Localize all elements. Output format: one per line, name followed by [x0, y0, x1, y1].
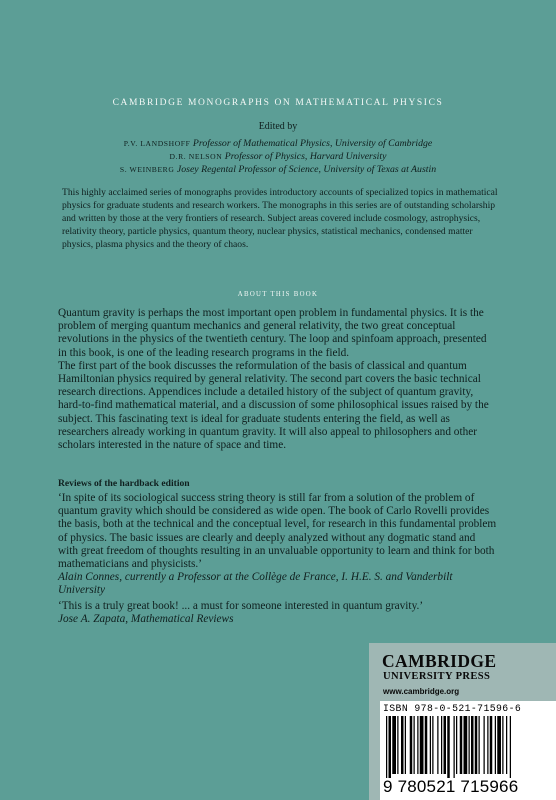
barcode-bar — [495, 716, 496, 774]
barcode-bar — [502, 716, 503, 774]
review-attribution: Jose A. Zapata, Mathematical Reviews — [58, 613, 234, 626]
barcode-bar — [475, 716, 478, 774]
editors-list — [0, 137, 556, 176]
barcode-bar — [460, 716, 463, 774]
barcode-bar — [497, 716, 501, 774]
barcode-bar — [425, 716, 428, 774]
editor-weinberg — [0, 163, 556, 176]
barcode — [380, 701, 556, 800]
barcode-bar — [510, 716, 511, 778]
barcode-bar — [386, 716, 387, 778]
about-paragraph: The first part of the book discusses the reformulation of the basis of classical and quantum Hamiltonian physics required by general relativity. The second part covers the basic technical research directions. Appendices include a detailed history of the subject of quantum gravity, hard-to-find mathematical material, and a discussion of some philosophical issues raised by the subject. This fascinating text is ideal for graduate students entering the field, as well as researchers already working in quantum gravity. It will also appeal to philosophers and other scholars interested in the nature of space and time. — [58, 359, 489, 452]
barcode-bar — [469, 716, 470, 774]
about-paragraph: Quantum gravity is perhaps the most important open problem in fundamental physics. It is the problem of merging quantum mechanics and general relativity, the two great conceptual revolutions in the physics of the twentieth century. The loop and spinfoam approach, presented in this book, is one of the leading research programs in the field. — [58, 307, 487, 359]
barcode-bar — [479, 716, 480, 774]
barcode-bar — [420, 716, 424, 774]
barcode-bar — [441, 716, 442, 774]
barcode-bars — [384, 716, 552, 778]
barcode-bar — [414, 716, 415, 774]
editor-name: P.V. LANDSHOFF — [123, 139, 191, 148]
barcode-bar — [506, 716, 507, 774]
barcode-bar — [401, 716, 404, 774]
edited-by-label: Edited by — [258, 121, 298, 132]
editor-role: Professor of Mathematical Physics, University of Cambridge — [192, 138, 433, 149]
editor-name: S. WEINBERG — [119, 165, 175, 174]
review-quote: ‘In spite of its sociological success string theory is still far from a solution of the problem of quantum gravity which should be considered as wide open. The book of Carlo Rovelli provides the basis, both at the technical and the conceptual level, for research in this fundamental problem of physics. The basic issues are clearly and deeply analyzed without any dogmatic stand and with great freedom of thoughts resulting in an unvaluable opportunity to learn and think for both mathematicians and physicists.’ — [58, 492, 497, 571]
barcode-bar — [484, 716, 485, 774]
publisher-name: CAMBRIDGE — [382, 651, 497, 671]
barcode-bar — [397, 716, 398, 774]
barcode-bar — [432, 716, 433, 774]
editor-nelson — [0, 150, 556, 163]
reviews-heading: Reviews of the hardback edition — [58, 478, 190, 489]
barcode-bar — [490, 716, 493, 774]
barcode-bar — [392, 716, 396, 774]
series-title: CAMBRIDGE MONOGRAPHS ON MATHEMATICAL PHYSICS — [112, 98, 444, 108]
about-text — [58, 307, 498, 452]
publisher-url: www.cambridge.org — [383, 687, 460, 696]
editor-landshoff — [0, 137, 556, 150]
barcode-bar — [487, 716, 488, 774]
barcode-bar — [444, 716, 447, 774]
barcode-bar — [464, 716, 468, 774]
review-connes — [58, 492, 498, 598]
about-heading: ABOUT THIS BOOK — [237, 291, 319, 298]
barcode-bar — [389, 716, 392, 778]
barcode-bar — [437, 716, 438, 774]
publisher-press: UNIVERSITY PRESS — [383, 671, 491, 682]
editor-name: D.R. NELSON — [169, 152, 223, 161]
review-zapata — [58, 600, 498, 626]
barcode-bar — [447, 716, 450, 778]
barcode-bar — [410, 716, 413, 774]
editor-role: Professor of Physics, Harvard University — [224, 151, 387, 162]
barcode-digits: 9 780521 715966 — [383, 777, 519, 796]
barcode-bar — [456, 716, 457, 774]
series-description: This highly acclaimed series of monographs provides introductory accounts of specialized topics in mathematical physics for graduate students and research workers. The monographs in this series are of outstanding scholarship and written by those at the very frontiers of research. Subject areas covered include cosmology, astrophysics, relativity theory, particle physics, quantum theory, nuclear physics, statistical mechanics, condensed matter physics, plasma physics and the theory of chaos. — [62, 187, 498, 251]
barcode-bar — [430, 716, 431, 774]
publisher-panel — [369, 643, 556, 800]
barcode-bar — [405, 716, 406, 774]
editor-role: Josey Regental Professor of Science, University of Texas at Austin — [176, 164, 437, 175]
isbn-label: ISBN 978-0-521-71596-6 — [383, 703, 522, 714]
barcode-bar — [454, 716, 455, 778]
barcode-bar — [417, 716, 418, 774]
review-quote: ‘This is a truly great book! ... a must for someone interested in quantum gravity.’ — [58, 600, 424, 612]
barcode-bar — [471, 716, 474, 774]
review-attribution: Alain Connes, currently a Professor at the Collège de France, I. H.E. S. and Vanderbilt University — [58, 571, 453, 597]
